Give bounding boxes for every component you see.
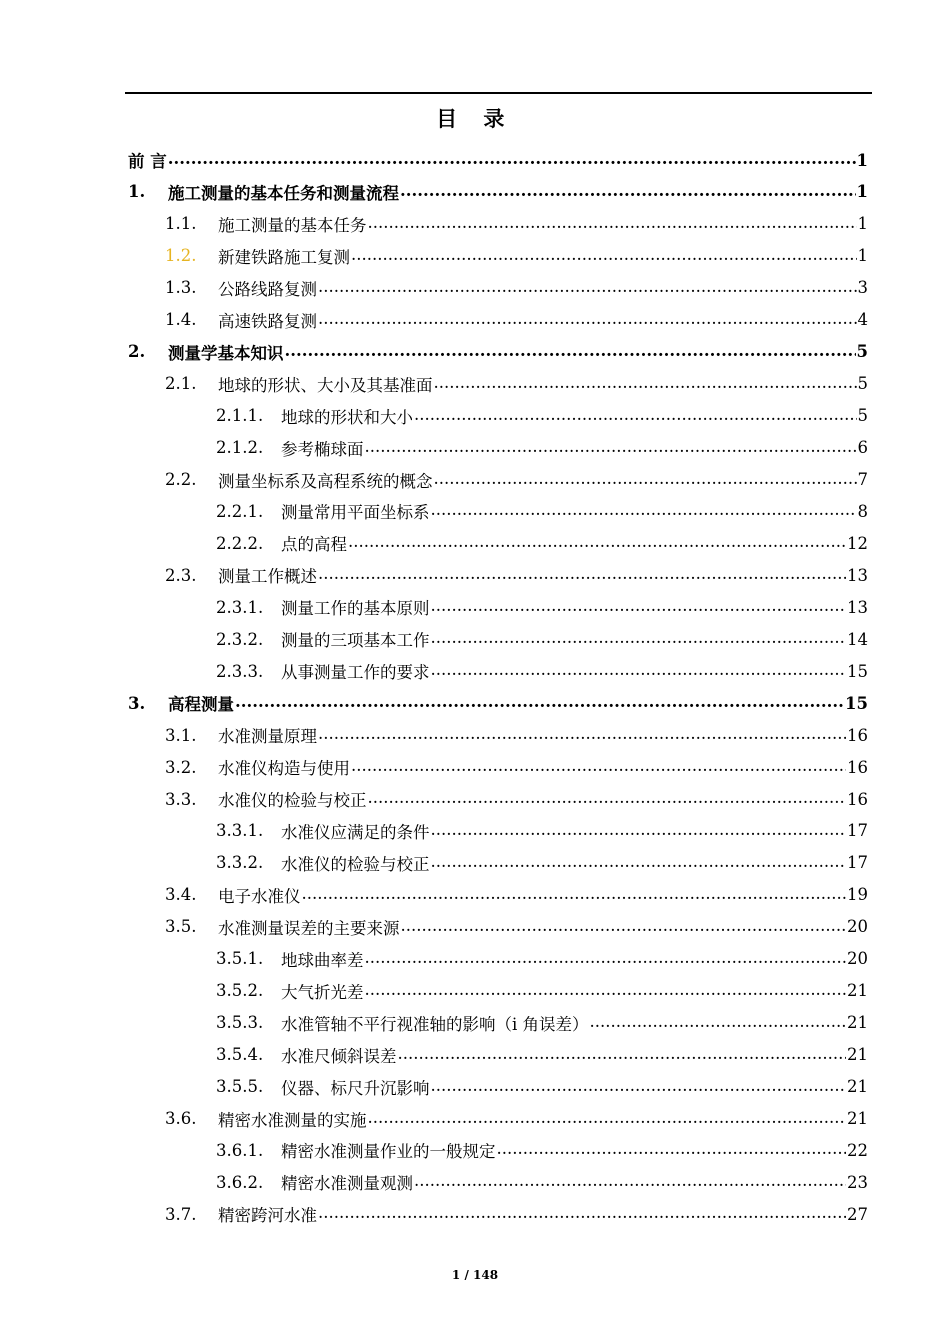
toc-entry-page: 21 bbox=[847, 1109, 868, 1128]
toc-entry-page: 16 bbox=[847, 757, 868, 777]
toc-dot-leader bbox=[348, 533, 846, 551]
toc-entry-title: 地球曲率差 bbox=[281, 950, 364, 970]
toc-entry-title: 精密水准测量作业的一般规定 bbox=[281, 1142, 496, 1162]
toc-entry-number: 3.5.4. bbox=[216, 1045, 264, 1065]
header-rule bbox=[125, 92, 872, 94]
toc-entry-page: 14 bbox=[847, 629, 868, 649]
toc-entry[interactable] bbox=[165, 208, 868, 240]
toc-title: 目 录 bbox=[436, 106, 514, 131]
toc-entry-title: 测量的三项基本工作 bbox=[281, 631, 430, 651]
toc-entry-number: 1.2. bbox=[165, 246, 197, 266]
toc-entry-page: 15 bbox=[845, 693, 868, 713]
toc-dot-leader bbox=[398, 1045, 847, 1063]
toc-entry[interactable] bbox=[165, 1103, 868, 1135]
toc-dot-leader bbox=[318, 725, 846, 743]
toc-entry-title: 点的高程 bbox=[281, 535, 347, 555]
toc-entry-title: 参考椭球面 bbox=[281, 439, 364, 459]
toc-entry[interactable] bbox=[165, 559, 868, 591]
toc-dot-leader bbox=[431, 821, 847, 839]
toc-entry-title: 大气折光差 bbox=[281, 982, 364, 1002]
toc-entry-title: 水准仪应满足的条件 bbox=[281, 822, 430, 842]
toc-entry[interactable] bbox=[165, 911, 868, 943]
toc-entry-number: 1.1. bbox=[165, 214, 197, 234]
toc-entry-page: 23 bbox=[847, 1172, 868, 1192]
toc-entry-page: 1 bbox=[856, 182, 868, 202]
toc-entry-title: 测量坐标系及高程系统的概念 bbox=[218, 471, 433, 491]
toc-entry-number: 2.1. bbox=[165, 374, 197, 394]
toc-entry[interactable] bbox=[165, 240, 868, 272]
toc-entry-page: 21 bbox=[847, 1013, 868, 1033]
toc-entry-title: 测量工作概述 bbox=[218, 567, 317, 587]
toc-entry[interactable] bbox=[216, 432, 868, 464]
toc-dot-leader bbox=[434, 374, 857, 392]
toc-entry-page: 13 bbox=[847, 597, 868, 617]
toc-entry-title: 施工测量的基本任务 bbox=[218, 215, 367, 235]
toc-entry[interactable] bbox=[216, 847, 868, 879]
toc-entry-page: 20 bbox=[847, 917, 868, 937]
toc-entry-number: 2.3.2. bbox=[216, 629, 264, 649]
toc-entry-page: 5 bbox=[857, 374, 868, 394]
toc-dot-leader bbox=[351, 246, 857, 264]
toc-entry-number: 2.1.1. bbox=[216, 406, 264, 426]
toc-entry[interactable] bbox=[165, 272, 868, 304]
toc-entry-page: 16 bbox=[847, 789, 868, 809]
toc-entry-title: 测量工作的基本原则 bbox=[281, 599, 430, 619]
toc-entry-title: 水准仪的检验与校正 bbox=[281, 854, 430, 874]
toc-entry-number: 前 言 bbox=[128, 152, 167, 171]
toc-entry-title: 水准管轴不平行视准轴的影响（i 角误差） bbox=[281, 1014, 589, 1034]
toc-entry-title: 精密水准测量的实施 bbox=[218, 1110, 367, 1130]
toc-entry-page: 12 bbox=[847, 533, 868, 553]
toc-entry-page: 5 bbox=[856, 342, 868, 362]
toc-entry-number: 2.2.1. bbox=[216, 501, 264, 521]
toc-entry[interactable] bbox=[165, 304, 868, 336]
toc-dot-leader bbox=[365, 981, 847, 999]
toc-entry[interactable] bbox=[216, 1007, 868, 1039]
toc-dot-leader bbox=[400, 182, 856, 200]
toc-entry-number: 3.5.5. bbox=[216, 1077, 264, 1097]
toc-entry-page: 20 bbox=[847, 949, 868, 969]
toc-entry[interactable] bbox=[216, 400, 868, 432]
toc-entry[interactable] bbox=[165, 368, 868, 400]
toc-entry-number: 3.2. bbox=[165, 757, 197, 777]
toc-entry-page: 13 bbox=[847, 565, 868, 585]
toc-entry-page: 21 bbox=[847, 981, 868, 1001]
toc-entry-number: 3.4. bbox=[165, 885, 197, 905]
toc-entry-title: 精密水准测量观测 bbox=[281, 1174, 413, 1194]
toc-dot-leader bbox=[368, 789, 847, 807]
toc-entry-page: 15 bbox=[847, 661, 868, 681]
toc-entry-number: 3.6.2. bbox=[216, 1172, 264, 1192]
toc-entry[interactable] bbox=[165, 719, 868, 751]
toc-entry[interactable] bbox=[216, 975, 868, 1007]
toc-entry-title: 公路线路复测 bbox=[218, 279, 317, 299]
toc-entry-title: 从事测量工作的要求 bbox=[281, 663, 430, 683]
toc-entry-title: 测量学基本知识 bbox=[168, 343, 284, 363]
toc-entry-number: 2. bbox=[128, 342, 146, 362]
toc-entry-page: 3 bbox=[857, 278, 868, 298]
toc-entry-number: 3.5.1. bbox=[216, 949, 264, 969]
toc-dot-leader bbox=[431, 853, 847, 871]
toc-entry-page: 1 bbox=[856, 150, 868, 170]
toc-dot-leader bbox=[318, 1204, 846, 1222]
toc-entry-number: 3.5.2. bbox=[216, 981, 264, 1001]
toc-entry-number: 3.1. bbox=[165, 725, 197, 745]
toc-dot-leader bbox=[302, 885, 847, 903]
toc-entry-number: 3.5. bbox=[165, 917, 197, 937]
toc-dot-leader bbox=[365, 438, 857, 456]
toc-entry[interactable] bbox=[165, 783, 868, 815]
toc-entry-page: 1 bbox=[857, 246, 868, 266]
toc-entry[interactable] bbox=[216, 495, 868, 527]
toc-entry-page: 27 bbox=[847, 1204, 868, 1224]
toc-entry[interactable] bbox=[216, 1071, 868, 1103]
toc-entry-title: 高程测量 bbox=[168, 695, 234, 715]
toc-entry-page: 21 bbox=[847, 1045, 868, 1065]
toc-entry-number: 3. bbox=[128, 693, 146, 713]
toc-entry[interactable] bbox=[165, 751, 868, 783]
toc-dot-leader bbox=[318, 310, 857, 328]
toc-entry[interactable] bbox=[216, 943, 868, 975]
toc-dot-leader bbox=[368, 214, 857, 232]
toc-dot-leader bbox=[365, 949, 847, 967]
toc-entry-title: 地球的形状、大小及其基准面 bbox=[218, 375, 433, 395]
toc-entry-title: 新建铁路施工复测 bbox=[218, 247, 350, 267]
toc-entry[interactable] bbox=[216, 1134, 868, 1166]
toc-entry-number: 3.6. bbox=[165, 1109, 197, 1128]
toc-entry-page: 21 bbox=[847, 1077, 868, 1097]
toc-entry-number: 3.3. bbox=[165, 789, 197, 809]
toc-dot-leader bbox=[318, 278, 857, 296]
toc-entry-number: 1.4. bbox=[165, 310, 197, 330]
toc-entry-page: 6 bbox=[857, 438, 868, 458]
toc-entry-title: 精密跨河水准 bbox=[218, 1206, 317, 1226]
toc-entry-title: 高速铁路复测 bbox=[218, 311, 317, 331]
toc-dot-leader bbox=[431, 501, 857, 519]
toc-entry-number: 3.7. bbox=[165, 1204, 197, 1224]
toc-entry[interactable] bbox=[128, 176, 868, 208]
toc-entry-page: 16 bbox=[847, 725, 868, 745]
toc-entry[interactable] bbox=[216, 527, 868, 559]
toc-entry-number: 1. bbox=[128, 182, 146, 202]
toc-dot-leader bbox=[318, 565, 846, 583]
toc-entry-page: 8 bbox=[857, 501, 868, 521]
toc-entry-page: 17 bbox=[847, 821, 868, 841]
toc-entry-number: 3.3.2. bbox=[216, 853, 264, 873]
toc-entry-number: 3.3.1. bbox=[216, 821, 264, 841]
toc-entry-number: 1.3. bbox=[165, 278, 197, 298]
toc-entry[interactable] bbox=[216, 655, 868, 687]
toc-entry-number: 2.3. bbox=[165, 565, 197, 585]
toc-dot-leader bbox=[431, 629, 847, 647]
toc-entry-title: 水准仪的检验与校正 bbox=[218, 791, 367, 810]
toc-entry[interactable] bbox=[216, 591, 868, 623]
toc-dot-leader bbox=[401, 917, 847, 935]
toc-entry[interactable] bbox=[128, 144, 868, 176]
toc-entry-page: 22 bbox=[847, 1140, 868, 1160]
toc-entry-page: 5 bbox=[857, 406, 868, 426]
toc-dot-leader bbox=[434, 470, 857, 488]
toc-entry-title: 水准测量误差的主要来源 bbox=[218, 918, 400, 938]
toc-dot-leader bbox=[285, 342, 856, 360]
toc-entry-title: 水准仪构造与使用 bbox=[218, 759, 350, 779]
toc-dot-leader bbox=[590, 1013, 846, 1031]
toc-dot-leader bbox=[431, 661, 847, 679]
toc-dot-leader bbox=[235, 693, 844, 711]
toc-entry-title: 地球的形状和大小 bbox=[281, 407, 413, 427]
toc-dot-leader bbox=[168, 150, 856, 168]
toc-entry-title: 仪器、标尺升沉影响 bbox=[281, 1078, 430, 1098]
toc-entry-number: 3.6.1. bbox=[216, 1140, 264, 1160]
toc-dot-leader bbox=[351, 757, 846, 775]
toc-entry-title: 测量常用平面坐标系 bbox=[281, 503, 430, 523]
toc-entry[interactable] bbox=[128, 336, 868, 368]
toc-entry-title: 施工测量的基本任务和测量流程 bbox=[168, 183, 399, 203]
toc-entry[interactable] bbox=[216, 1039, 868, 1071]
toc-entry[interactable] bbox=[216, 1166, 868, 1198]
toc-entry-title: 电子水准仪 bbox=[218, 886, 301, 906]
page-number-footer: 1 / 148 bbox=[451, 1268, 499, 1282]
toc-dot-leader bbox=[431, 1077, 847, 1095]
toc-entry[interactable] bbox=[165, 879, 868, 911]
toc-dot-leader bbox=[497, 1140, 847, 1158]
toc-dot-leader bbox=[431, 597, 847, 615]
toc-entry-title: 水准尺倾斜误差 bbox=[281, 1046, 397, 1066]
toc-entry[interactable] bbox=[165, 1198, 868, 1230]
toc-entry[interactable] bbox=[216, 815, 868, 847]
toc-entry-page: 17 bbox=[847, 853, 868, 873]
toc-dot-leader bbox=[414, 1172, 846, 1190]
toc-entry[interactable] bbox=[128, 687, 868, 719]
toc-entry-number: 3.5.3. bbox=[216, 1013, 264, 1033]
toc-entry-page: 4 bbox=[857, 310, 868, 330]
toc-dot-leader bbox=[414, 406, 857, 424]
toc-entry-number: 2.3.1. bbox=[216, 597, 264, 617]
toc-entry[interactable] bbox=[165, 464, 868, 496]
toc-entry-number: 2.2. bbox=[165, 470, 197, 489]
toc-entry-page: 1 bbox=[857, 214, 868, 234]
toc-entry-number: 2.1.2. bbox=[216, 438, 264, 458]
toc-entry[interactable] bbox=[216, 623, 868, 655]
toc-entry-number: 2.2.2. bbox=[216, 533, 264, 553]
toc-entry-page: 7 bbox=[857, 470, 868, 489]
toc-entry-title: 水准测量原理 bbox=[218, 727, 317, 747]
toc-entry-number: 2.3.3. bbox=[216, 661, 264, 681]
toc-dot-leader bbox=[368, 1109, 847, 1127]
toc-entry-page: 19 bbox=[847, 885, 868, 905]
